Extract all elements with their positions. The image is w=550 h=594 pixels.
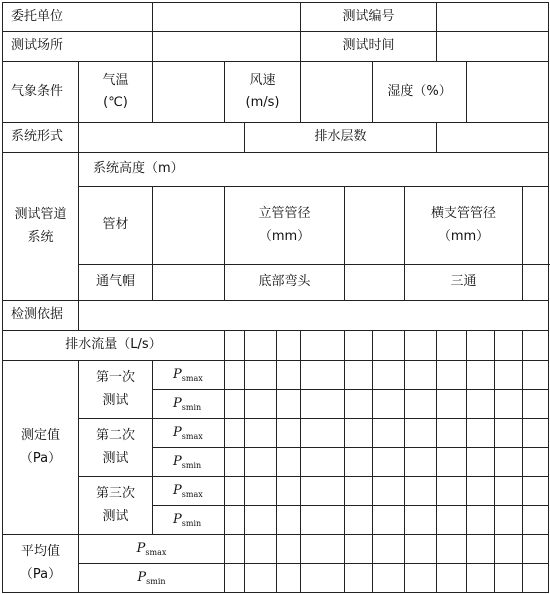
system-height-label: 系统高度（m）: [79, 153, 549, 187]
system-form-field[interactable]: [79, 123, 245, 153]
row-run1-max: [3, 361, 549, 390]
value-cell[interactable]: [245, 506, 277, 535]
value-cell[interactable]: [523, 477, 549, 506]
value-cell[interactable]: [277, 564, 301, 593]
value-cell[interactable]: [437, 564, 467, 593]
row-fittings: [3, 265, 549, 301]
row-weather: [3, 62, 549, 123]
value-cell[interactable]: [301, 448, 345, 477]
drain-floors-label: 排水层数: [245, 123, 437, 153]
value-cell[interactable]: [495, 361, 523, 390]
test-basis-field[interactable]: [79, 301, 549, 331]
flow-cell[interactable]: [467, 331, 495, 361]
value-cell[interactable]: [345, 477, 373, 506]
value-cell[interactable]: [495, 448, 523, 477]
psmax-label: $P_{smax}$: [153, 419, 225, 448]
row-entrusting-unit: [3, 3, 549, 32]
value-cell[interactable]: [495, 419, 523, 448]
run3-header: [79, 477, 153, 535]
entrusting-unit-label: 委托单位: [3, 3, 153, 32]
test-number-field[interactable]: [437, 3, 549, 32]
temperature-label: 气温: [102, 72, 129, 88]
branch-diameter-unit: （mm）: [437, 228, 490, 244]
value-cell[interactable]: [467, 448, 495, 477]
value-cell[interactable]: [405, 535, 437, 564]
row-run3-max: [3, 477, 549, 506]
test-site-label: 测试场所: [3, 32, 153, 62]
psmax-label: $P_{smax}$: [153, 361, 225, 390]
value-cell[interactable]: [405, 506, 437, 535]
value-cell[interactable]: [225, 535, 245, 564]
measured-label-line1: 测定值: [20, 428, 60, 444]
value-cell[interactable]: [277, 419, 301, 448]
average-label-line1: 平均值: [20, 544, 60, 560]
value-cell[interactable]: [245, 390, 277, 419]
run1-header: [79, 361, 153, 419]
value-cell[interactable]: [301, 564, 345, 593]
humidity-label: 湿度（%）: [373, 62, 467, 123]
value-cell[interactable]: [225, 419, 245, 448]
value-cell[interactable]: [437, 477, 467, 506]
wind-speed-field[interactable]: [301, 62, 373, 123]
value-cell[interactable]: [437, 535, 467, 564]
average-label-line2: （Pa）: [19, 566, 62, 582]
value-cell[interactable]: [277, 506, 301, 535]
row-run2-max: [3, 419, 549, 448]
value-cell[interactable]: [405, 564, 437, 593]
value-cell[interactable]: [245, 535, 277, 564]
value-cell[interactable]: [523, 361, 549, 390]
value-cell[interactable]: [495, 477, 523, 506]
wind-speed-label: 风速: [249, 72, 276, 88]
weather-label: 气象条件: [3, 62, 79, 123]
row-avg-max: [3, 535, 549, 564]
row-system-form: [3, 123, 549, 153]
humidity-field[interactable]: [467, 62, 549, 123]
test-number-label: 测试编号: [301, 3, 437, 32]
run1-line2: 测试: [102, 392, 129, 408]
flow-cell[interactable]: [301, 331, 345, 361]
run2-line2: 测试: [102, 450, 129, 466]
riser-diameter-field[interactable]: [345, 187, 405, 265]
value-cell[interactable]: [277, 535, 301, 564]
branch-diameter-label: 横支管管径: [431, 206, 497, 222]
wind-speed-header: [225, 62, 301, 123]
run1-line1: 第一次: [96, 370, 136, 386]
value-cell[interactable]: [405, 361, 437, 390]
value-cell[interactable]: [277, 477, 301, 506]
flow-cell[interactable]: [277, 331, 301, 361]
run3-line1: 第三次: [96, 486, 136, 502]
value-cell[interactable]: [495, 535, 523, 564]
vent-cap-label: 通气帽: [79, 265, 153, 301]
value-cell[interactable]: [345, 564, 373, 593]
value-cell[interactable]: [277, 361, 301, 390]
value-cell[interactable]: [225, 448, 245, 477]
row-system-height: [3, 153, 549, 187]
value-cell[interactable]: [245, 448, 277, 477]
value-cell[interactable]: [437, 506, 467, 535]
temperature-unit: (℃): [103, 95, 128, 110]
value-cell[interactable]: [345, 390, 373, 419]
value-cell[interactable]: [467, 361, 495, 390]
value-cell[interactable]: [523, 448, 549, 477]
value-cell[interactable]: [405, 419, 437, 448]
value-cell[interactable]: [301, 535, 345, 564]
system-form-label: 系统形式: [3, 123, 79, 153]
value-cell[interactable]: [245, 419, 277, 448]
value-cell[interactable]: [373, 535, 405, 564]
riser-diameter-header: [225, 187, 345, 265]
value-cell[interactable]: [405, 448, 437, 477]
value-cell[interactable]: [301, 390, 345, 419]
value-cell[interactable]: [467, 535, 495, 564]
value-cell[interactable]: [373, 448, 405, 477]
flow-cell[interactable]: [225, 331, 245, 361]
value-cell[interactable]: [437, 448, 467, 477]
run2-line1: 第二次: [96, 428, 136, 444]
avg-psmax-label: $P_{smax}$: [79, 535, 225, 564]
test-record-form: [2, 2, 549, 593]
value-cell[interactable]: [405, 390, 437, 419]
riser-diameter-unit: （mm）: [258, 228, 311, 244]
avg-psmin-label: $P_{smin}$: [79, 564, 225, 593]
psmin-label: $P_{smin}$: [153, 390, 225, 419]
flow-cell[interactable]: [345, 331, 373, 361]
psmin-label: $P_{smin}$: [153, 506, 225, 535]
value-cell[interactable]: [467, 390, 495, 419]
test-basis-label: 检测依据: [3, 301, 79, 331]
value-cell[interactable]: [345, 448, 373, 477]
flow-cell[interactable]: [245, 331, 277, 361]
temperature-field[interactable]: [153, 62, 225, 123]
branch-diameter-header: [405, 187, 523, 265]
wind-speed-unit: (m/s): [245, 95, 280, 110]
flow-cell[interactable]: [523, 331, 549, 361]
value-cell[interactable]: [277, 390, 301, 419]
drain-floors-field[interactable]: [437, 123, 549, 153]
value-cell[interactable]: [345, 361, 373, 390]
entrusting-unit-field[interactable]: [153, 3, 301, 32]
value-cell[interactable]: [245, 361, 277, 390]
value-cell[interactable]: [373, 506, 405, 535]
test-time-label: 测试时间: [301, 32, 437, 62]
vent-cap-field[interactable]: [153, 265, 225, 301]
flow-cell[interactable]: [495, 331, 523, 361]
value-cell[interactable]: [495, 564, 523, 593]
bottom-elbow-label: 底部弯头: [225, 265, 345, 301]
value-cell[interactable]: [495, 506, 523, 535]
value-cell[interactable]: [225, 477, 245, 506]
pipe-system-label-line2: 系统: [27, 229, 54, 245]
value-cell[interactable]: [495, 390, 523, 419]
value-cell[interactable]: [373, 477, 405, 506]
value-cell[interactable]: [225, 390, 245, 419]
value-cell[interactable]: [225, 564, 245, 593]
value-cell[interactable]: [437, 361, 467, 390]
psmax-label: $P_{smax}$: [153, 477, 225, 506]
value-cell[interactable]: [523, 535, 549, 564]
value-cell[interactable]: [301, 419, 345, 448]
tee-label: 三通: [405, 265, 523, 301]
value-cell[interactable]: [405, 477, 437, 506]
value-cell[interactable]: [301, 477, 345, 506]
row-flow: [3, 331, 549, 361]
row-test-basis: [3, 301, 549, 331]
flow-cell[interactable]: [373, 331, 405, 361]
tee-field[interactable]: [523, 265, 549, 301]
value-cell[interactable]: [301, 361, 345, 390]
value-cell[interactable]: [437, 419, 467, 448]
run2-header: [79, 419, 153, 477]
test-time-field[interactable]: [437, 32, 549, 62]
row-pipe-material: [3, 187, 549, 265]
measured-label-line2: （Pa）: [19, 450, 62, 466]
value-cell[interactable]: [345, 506, 373, 535]
value-cell[interactable]: [277, 448, 301, 477]
value-cell[interactable]: [437, 390, 467, 419]
row-test-site: [3, 32, 549, 62]
psmin-label: $P_{smin}$: [153, 448, 225, 477]
run3-line2: 测试: [102, 508, 129, 524]
measured-header: [3, 361, 79, 535]
pipe-material-label: 管材: [79, 187, 153, 265]
branch-diameter-field[interactable]: [523, 187, 549, 265]
temperature-header: [79, 62, 153, 123]
test-site-field[interactable]: [153, 32, 301, 62]
value-cell[interactable]: [373, 564, 405, 593]
flow-cell[interactable]: [437, 331, 467, 361]
value-cell[interactable]: [373, 361, 405, 390]
average-header: [3, 535, 79, 593]
value-cell[interactable]: [467, 506, 495, 535]
riser-diameter-label: 立管管径: [258, 206, 311, 222]
value-cell[interactable]: [245, 477, 277, 506]
value-cell[interactable]: [373, 390, 405, 419]
value-cell[interactable]: [345, 535, 373, 564]
value-cell[interactable]: [373, 419, 405, 448]
value-cell[interactable]: [345, 419, 373, 448]
flow-cell[interactable]: [405, 331, 437, 361]
pipe-system-label-line1: 测试管道: [14, 207, 67, 223]
value-cell[interactable]: [225, 361, 245, 390]
value-cell[interactable]: [523, 390, 549, 419]
bottom-elbow-field[interactable]: [345, 265, 405, 301]
value-cell[interactable]: [523, 564, 549, 593]
value-cell[interactable]: [245, 564, 277, 593]
value-cell[interactable]: [467, 477, 495, 506]
value-cell[interactable]: [225, 506, 245, 535]
value-cell[interactable]: [467, 564, 495, 593]
value-cell[interactable]: [523, 506, 549, 535]
pipe-system-header: [3, 153, 79, 301]
flow-label: 排水流量（L/s）: [3, 331, 225, 361]
value-cell[interactable]: [523, 419, 549, 448]
row-avg-min: [3, 564, 549, 593]
pipe-material-field[interactable]: [153, 187, 225, 265]
value-cell[interactable]: [301, 506, 345, 535]
value-cell[interactable]: [467, 419, 495, 448]
